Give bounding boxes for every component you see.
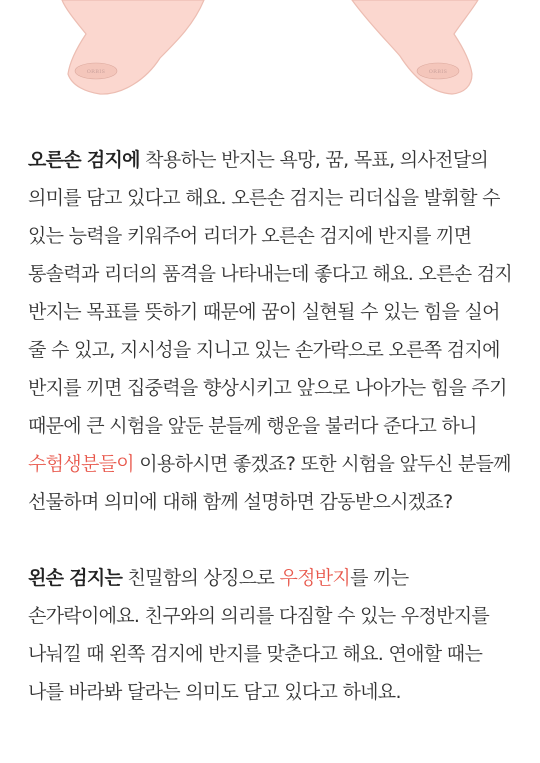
left-hand (62, 0, 204, 94)
paragraph-left-index (28, 559, 518, 711)
right-hand (352, 0, 478, 94)
paragraph-lead: 오른손 검지에 (28, 149, 140, 171)
article-body (28, 141, 518, 711)
highlight-keyword: 우정반지 (279, 567, 351, 589)
paragraph-text: 친밀함의 상징으로 (122, 567, 280, 589)
paragraph-text: 를 끼는 손가락이에요. 친구와의 의리를 다짐할 수 있는 우정반지를 나눠낄 때 왼쪽 검지에 반지를 맞춘다고 해요. 연애할 때는 나를 바라봐 달라는 의미도 담고 있다고 하네요. (28, 567, 490, 703)
paragraph-text: 착용하는 반지는 욕망, 꿈, 목표, 의사전달의 의미를 담고 있다고 해요. 오른손 검지는 리더십을 발휘할 수 있는 능력을 키워주어 리더가 오른손 검지에 반지를 끼면 통솔력과 리더의 품격을 나타내는데 좋다고 해요. 오른손 검지 반지는 목표를 뜻하기 때문에 꿈이 실현될 수 있는 힘을 실어 줄 수 있고, 지시성을 지니고 있는 손가락으로 오른쪽 검지에 반지를 끼면 집중력을 향상시키고 앞으로 나아가는 힘을 주기 때문에 큰 시험을 앞둔 분들께 행운을 불러다 준다고 하니 (28, 149, 513, 437)
right-hand-watermark: ORBIS (428, 69, 448, 75)
paragraph-right-index (28, 141, 518, 521)
paragraph-lead: 왼손 검지는 (28, 567, 123, 589)
highlight-keyword: 수험생분들이 (28, 453, 134, 475)
left-hand-watermark: ORBIS (86, 69, 106, 75)
hands-illustration (0, 0, 540, 100)
paragraph-text: 이용하시면 좋겠죠? 또한 시험을 앞두신 분들께 선물하며 의미에 대해 함께 설명하면 감동받으시겠죠? (28, 453, 511, 513)
